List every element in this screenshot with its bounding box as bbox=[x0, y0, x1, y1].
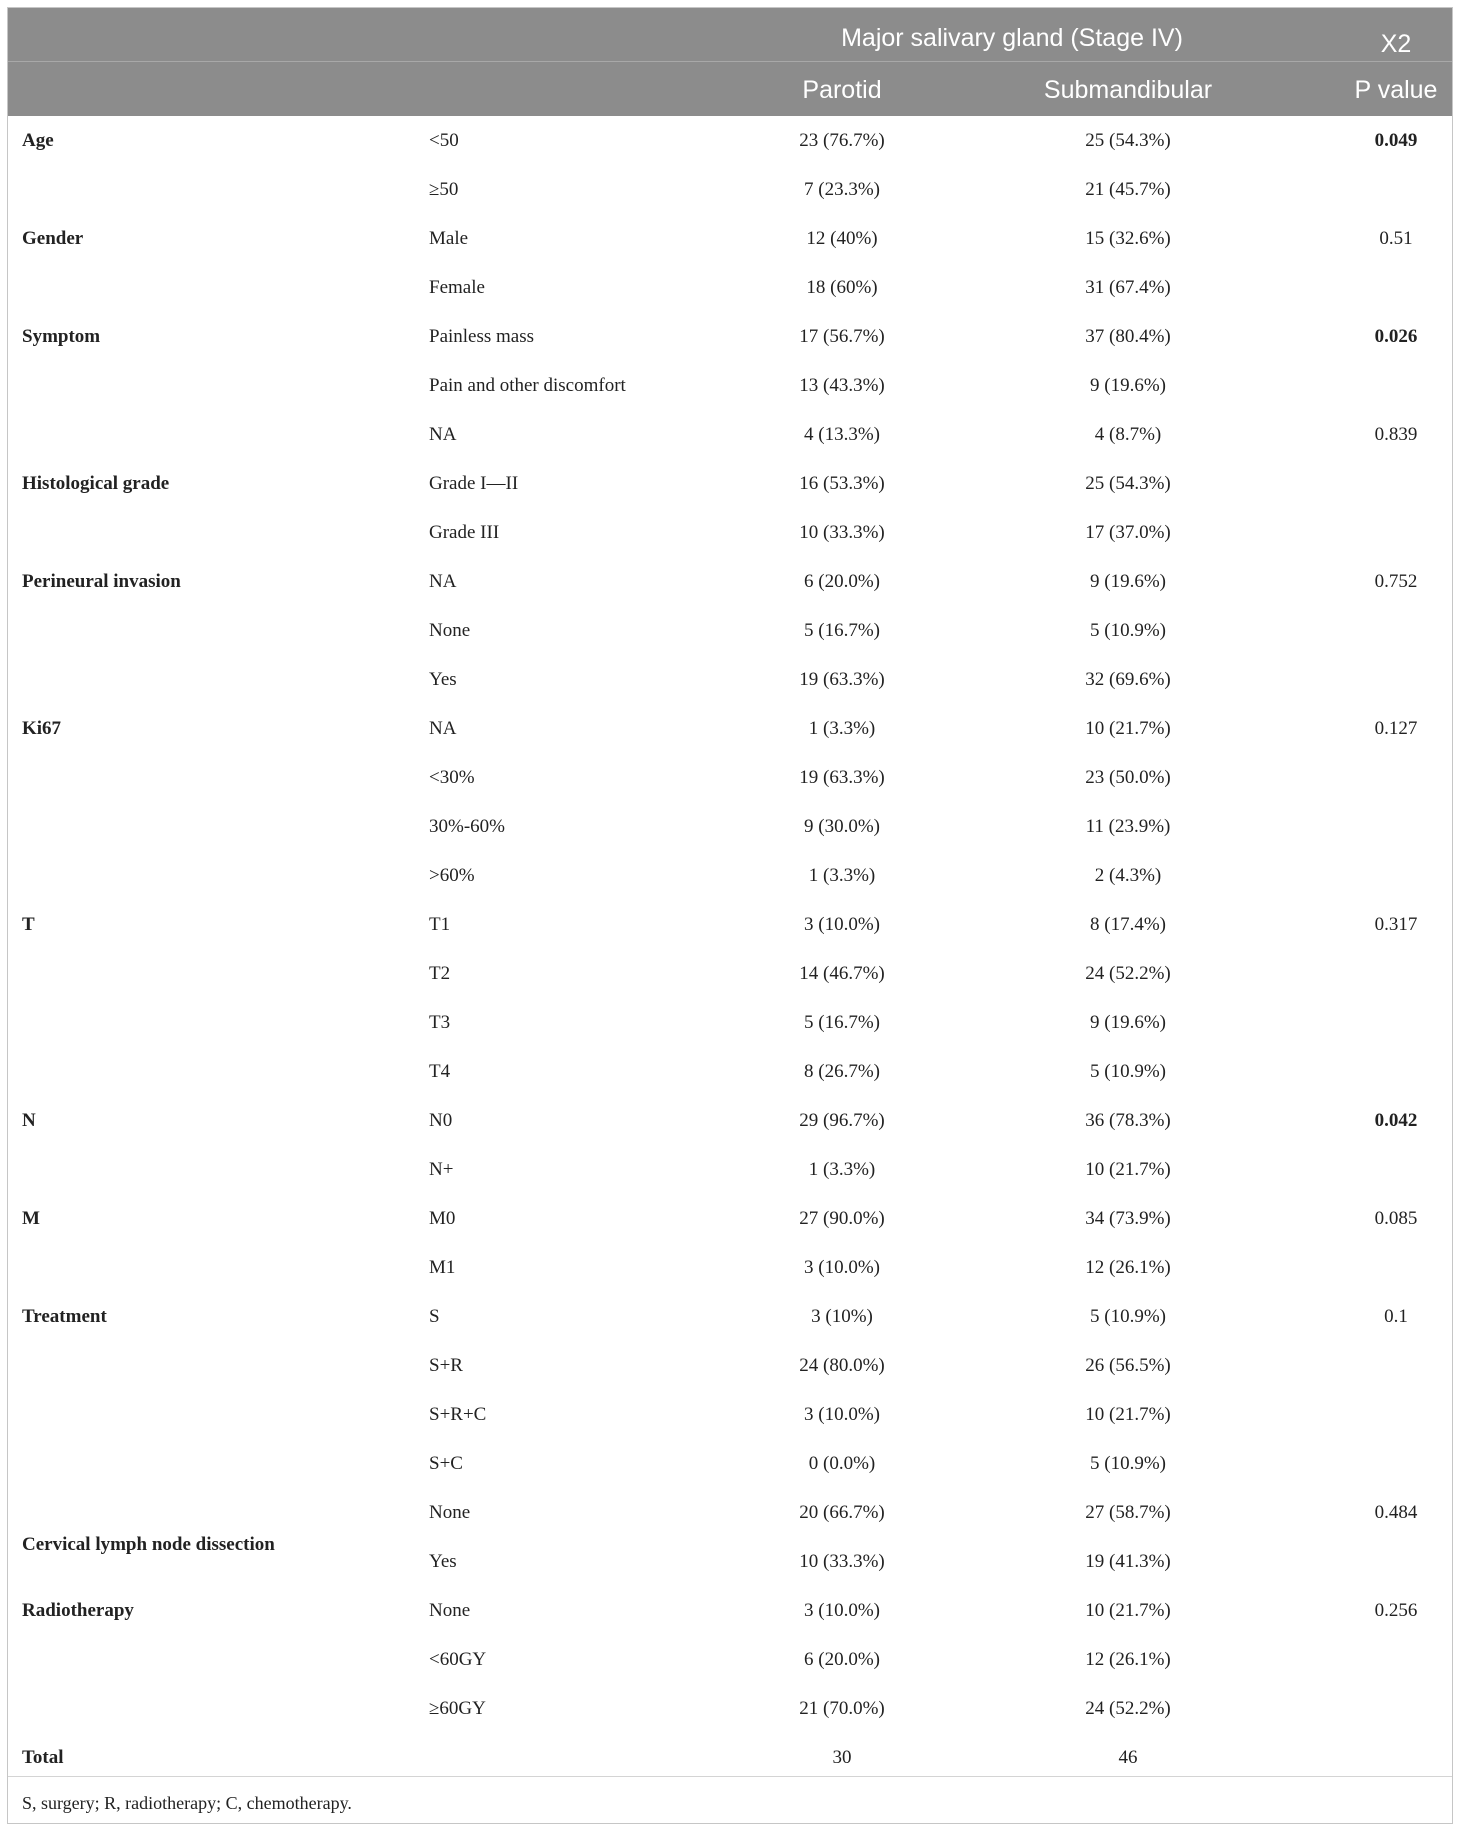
table-row bbox=[8, 312, 1452, 361]
row-level: NA bbox=[429, 424, 457, 445]
row-variable: Ki67 bbox=[22, 718, 62, 739]
row-parotid: 3 (10%) bbox=[811, 1306, 873, 1327]
row-pvalue: 0.085 bbox=[1374, 1208, 1418, 1229]
row-parotid: 1 (3.3%) bbox=[808, 1159, 876, 1180]
table-row bbox=[8, 361, 1452, 410]
table-row bbox=[8, 1341, 1452, 1390]
table-row bbox=[8, 1194, 1452, 1243]
row-submandibular: 11 (23.9%) bbox=[1085, 816, 1171, 837]
row-submandibular: 46 bbox=[1118, 1747, 1138, 1768]
row-level: T4 bbox=[429, 1061, 451, 1082]
row-submandibular: 5 (10.9%) bbox=[1090, 620, 1166, 641]
row-submandibular: 36 (78.3%) bbox=[1085, 1110, 1171, 1131]
row-pvalue: 0.256 bbox=[1374, 1600, 1418, 1621]
row-submandibular: 12 (26.1%) bbox=[1085, 1649, 1171, 1670]
row-variable: Gender bbox=[22, 228, 84, 249]
row-parotid: 23 (76.7%) bbox=[799, 130, 885, 151]
row-level: S bbox=[429, 1306, 440, 1327]
row-pvalue: 0.042 bbox=[1374, 1110, 1418, 1131]
row-level: N+ bbox=[429, 1159, 454, 1180]
row-submandibular: 10 (21.7%) bbox=[1085, 1159, 1171, 1180]
table-frame bbox=[7, 7, 1453, 1824]
table-row bbox=[8, 1292, 1452, 1341]
row-parotid: 3 (10.0%) bbox=[804, 1404, 880, 1425]
row-submandibular: 24 (52.2%) bbox=[1085, 1698, 1171, 1719]
row-submandibular: 19 (41.3%) bbox=[1085, 1551, 1171, 1572]
row-variable: Histological grade bbox=[22, 473, 170, 494]
row-submandibular: 9 (19.6%) bbox=[1090, 571, 1166, 592]
row-parotid: 5 (16.7%) bbox=[804, 620, 880, 641]
row-level: Pain and other discomfort bbox=[429, 375, 626, 396]
row-parotid: 21 (70.0%) bbox=[799, 1698, 885, 1719]
row-parotid: 3 (10.0%) bbox=[804, 1257, 880, 1278]
row-parotid: 4 (13.3%) bbox=[804, 424, 880, 445]
row-parotid: 19 (63.3%) bbox=[799, 669, 885, 690]
table-row bbox=[8, 557, 1452, 606]
table-row bbox=[8, 1047, 1452, 1096]
stat-title: X2 bbox=[1380, 30, 1412, 58]
row-level: None bbox=[429, 1600, 471, 1621]
table-row bbox=[8, 1096, 1452, 1145]
row-submandibular: 10 (21.7%) bbox=[1085, 1404, 1171, 1425]
row-submandibular: 34 (73.9%) bbox=[1085, 1208, 1171, 1229]
row-parotid: 9 (30.0%) bbox=[804, 816, 880, 837]
row-parotid: 1 (3.3%) bbox=[808, 718, 876, 739]
table-row bbox=[8, 165, 1452, 214]
row-parotid: 10 (33.3%) bbox=[799, 522, 885, 543]
row-submandibular: 37 (80.4%) bbox=[1085, 326, 1171, 347]
row-level: Yes bbox=[429, 669, 457, 690]
row-variable: Treatment bbox=[22, 1306, 107, 1327]
table-row bbox=[8, 410, 1452, 459]
row-submandibular: 25 (54.3%) bbox=[1085, 473, 1171, 494]
row-submandibular: 8 (17.4%) bbox=[1090, 914, 1166, 935]
row-variable: Age bbox=[22, 130, 54, 151]
row-parotid: 19 (63.3%) bbox=[799, 767, 885, 788]
row-pvalue: 0.484 bbox=[1374, 1502, 1418, 1523]
row-level: None bbox=[429, 1502, 471, 1523]
row-parotid: 3 (10.0%) bbox=[804, 1600, 880, 1621]
row-variable: T bbox=[22, 914, 35, 935]
row-level: <50 bbox=[429, 130, 459, 151]
row-level: <30% bbox=[429, 767, 475, 788]
row-submandibular: 10 (21.7%) bbox=[1085, 1600, 1171, 1621]
row-level: M0 bbox=[429, 1208, 456, 1229]
row-variable: N bbox=[22, 1110, 36, 1131]
row-submandibular: 32 (69.6%) bbox=[1085, 669, 1171, 690]
row-submandibular: 9 (19.6%) bbox=[1090, 1012, 1166, 1033]
row-parotid: 1 (3.3%) bbox=[808, 865, 876, 886]
row-submandibular: 27 (58.7%) bbox=[1085, 1502, 1171, 1523]
row-parotid: 6 (20.0%) bbox=[804, 1649, 880, 1670]
row-pvalue: 0.839 bbox=[1374, 424, 1418, 445]
row-parotid: 3 (10.0%) bbox=[804, 914, 880, 935]
row-level: 30%-60% bbox=[429, 816, 505, 837]
table-row bbox=[8, 900, 1452, 949]
row-parotid: 13 (43.3%) bbox=[799, 375, 885, 396]
row-submandibular: 9 (19.6%) bbox=[1090, 375, 1166, 396]
table-row bbox=[8, 1390, 1452, 1439]
row-level: S+R+C bbox=[429, 1404, 487, 1425]
row-level: ≥50 bbox=[429, 179, 459, 200]
row-submandibular: 31 (67.4%) bbox=[1085, 277, 1171, 298]
row-parotid: 8 (26.7%) bbox=[804, 1061, 880, 1082]
row-parotid: 30 bbox=[832, 1747, 852, 1768]
row-parotid: 24 (80.0%) bbox=[799, 1355, 885, 1376]
table-header bbox=[8, 8, 1452, 116]
row-level: Grade III bbox=[429, 522, 500, 543]
table-row bbox=[8, 1733, 1452, 1782]
row-level: Male bbox=[429, 228, 469, 249]
row-parotid: 7 (23.3%) bbox=[804, 179, 880, 200]
row-pvalue: 0.127 bbox=[1374, 718, 1418, 739]
row-level: Yes bbox=[429, 1551, 457, 1572]
footnote-divider bbox=[8, 1776, 1452, 1777]
col-pvalue: P value bbox=[1354, 76, 1438, 104]
table-row bbox=[8, 1145, 1452, 1194]
table-row bbox=[8, 704, 1452, 753]
row-level: M1 bbox=[429, 1257, 456, 1278]
row-level: N0 bbox=[429, 1110, 453, 1131]
row-level: Painless mass bbox=[429, 326, 535, 347]
row-submandibular: 15 (32.6%) bbox=[1085, 228, 1171, 249]
row-submandibular: 5 (10.9%) bbox=[1090, 1061, 1166, 1082]
table-row bbox=[8, 508, 1452, 557]
row-label-cervical-lymph-node-dissection: Cervical lymph node dissection bbox=[22, 1534, 275, 1555]
row-variable: M bbox=[22, 1208, 40, 1229]
row-level: Grade I—II bbox=[429, 473, 519, 494]
header-divider bbox=[8, 61, 1452, 62]
row-level: ≥60GY bbox=[429, 1698, 486, 1719]
row-submandibular: 5 (10.9%) bbox=[1090, 1453, 1166, 1474]
row-pvalue: 0.752 bbox=[1374, 571, 1418, 592]
table-row bbox=[8, 998, 1452, 1047]
row-variable: Symptom bbox=[22, 326, 101, 347]
table-row bbox=[8, 1635, 1452, 1684]
row-parotid: 18 (60%) bbox=[806, 277, 878, 298]
col-submandibular: Submandibular bbox=[1043, 76, 1213, 104]
table-row bbox=[8, 459, 1452, 508]
row-parotid: 6 (20.0%) bbox=[804, 571, 880, 592]
row-variable: Total bbox=[22, 1747, 64, 1768]
table-row bbox=[8, 851, 1452, 900]
table-row bbox=[8, 606, 1452, 655]
row-submandibular: 5 (10.9%) bbox=[1090, 1306, 1166, 1327]
row-variable: Radiotherapy bbox=[22, 1600, 134, 1621]
row-pvalue: 0.317 bbox=[1374, 914, 1418, 935]
group-title: Major salivary gland (Stage IV) bbox=[841, 24, 1183, 52]
row-pvalue: 0.026 bbox=[1374, 326, 1418, 347]
row-parotid: 16 (53.3%) bbox=[799, 473, 885, 494]
row-parotid: 12 (40%) bbox=[806, 228, 878, 249]
table-row bbox=[8, 214, 1452, 263]
table-row bbox=[8, 949, 1452, 998]
row-level: NA bbox=[429, 718, 457, 739]
row-parotid: 10 (33.3%) bbox=[799, 1551, 885, 1572]
row-parotid: 20 (66.7%) bbox=[799, 1502, 885, 1523]
row-submandibular: 26 (56.5%) bbox=[1085, 1355, 1171, 1376]
row-submandibular: 12 (26.1%) bbox=[1085, 1257, 1171, 1278]
row-level: S+C bbox=[429, 1453, 463, 1474]
row-level: >60% bbox=[429, 865, 475, 886]
table-row bbox=[8, 802, 1452, 851]
row-pvalue: 0.51 bbox=[1379, 228, 1413, 249]
table-row bbox=[8, 263, 1452, 312]
table-row bbox=[8, 1439, 1452, 1488]
row-parotid: 0 (0.0%) bbox=[808, 1453, 876, 1474]
table-row bbox=[8, 753, 1452, 802]
row-parotid: 5 (16.7%) bbox=[804, 1012, 880, 1033]
row-submandibular: 23 (50.0%) bbox=[1085, 767, 1171, 788]
table-row bbox=[8, 1243, 1452, 1292]
row-level: Female bbox=[429, 277, 485, 298]
row-submandibular: 25 (54.3%) bbox=[1085, 130, 1171, 151]
row-parotid: 27 (90.0%) bbox=[799, 1208, 885, 1229]
table-row bbox=[8, 1684, 1452, 1733]
row-submandibular: 4 (8.7%) bbox=[1094, 424, 1162, 445]
row-level: T3 bbox=[429, 1012, 451, 1033]
row-level: <60GY bbox=[429, 1649, 487, 1670]
row-parotid: 29 (96.7%) bbox=[799, 1110, 885, 1131]
row-submandibular: 10 (21.7%) bbox=[1085, 718, 1171, 739]
row-parotid: 14 (46.7%) bbox=[799, 963, 885, 984]
row-submandibular: 17 (37.0%) bbox=[1085, 522, 1171, 543]
row-level: S+R bbox=[429, 1355, 463, 1376]
row-submandibular: 21 (45.7%) bbox=[1085, 179, 1171, 200]
row-level: None bbox=[429, 620, 471, 641]
row-level: T2 bbox=[429, 963, 451, 984]
row-variable: Perineural invasion bbox=[22, 571, 181, 592]
table-row bbox=[8, 1586, 1452, 1635]
row-level: NA bbox=[429, 571, 457, 592]
row-level: T1 bbox=[429, 914, 451, 935]
row-pvalue: 0.1 bbox=[1384, 1306, 1408, 1327]
row-submandibular: 2 (4.3%) bbox=[1094, 865, 1162, 886]
table-row bbox=[8, 116, 1452, 165]
table-row bbox=[8, 655, 1452, 704]
col-parotid: Parotid bbox=[802, 76, 882, 104]
row-pvalue: 0.049 bbox=[1374, 130, 1418, 151]
table-footnote: S, surgery; R, radiotherapy; C, chemotherapy. bbox=[22, 1793, 352, 1813]
row-parotid: 17 (56.7%) bbox=[799, 326, 885, 347]
row-submandibular: 24 (52.2%) bbox=[1085, 963, 1171, 984]
